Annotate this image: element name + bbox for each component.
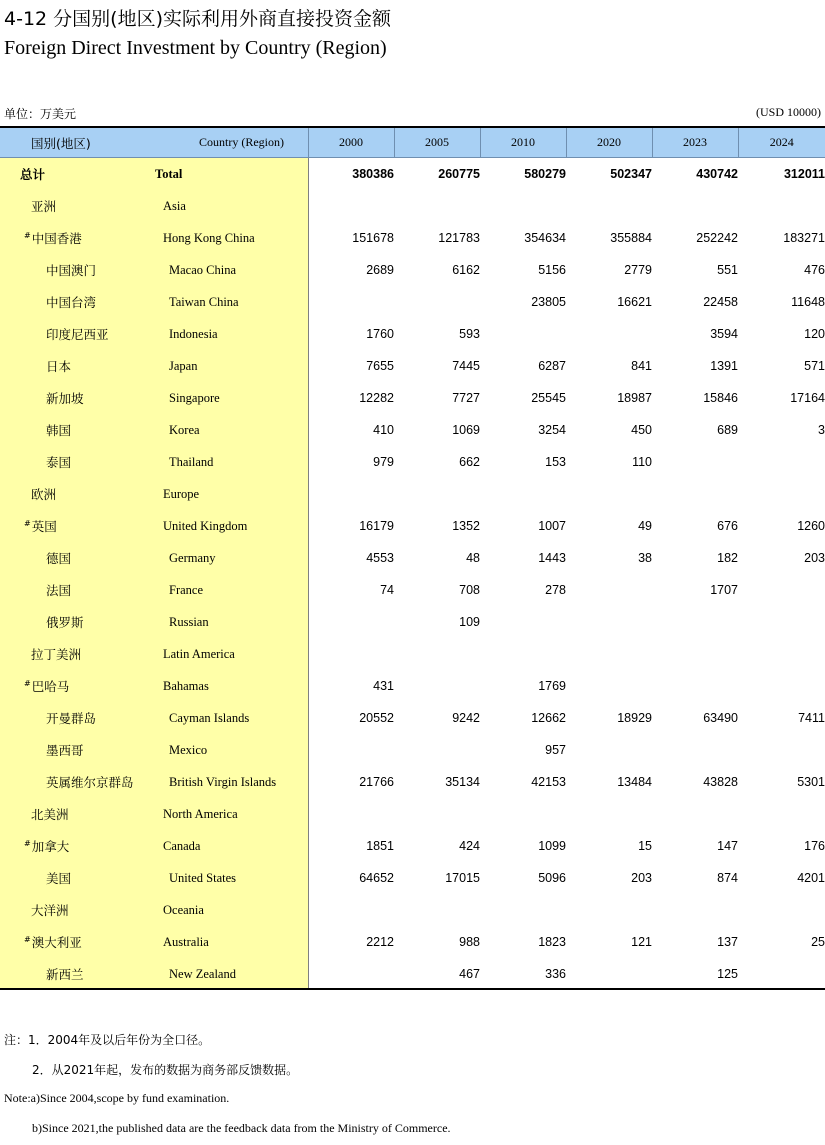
row-label-cn-text: 法国	[46, 583, 72, 598]
value-cell	[394, 190, 480, 222]
row-label-en: Germany	[169, 550, 216, 565]
value-cell	[566, 638, 652, 670]
table-row	[0, 574, 825, 606]
row-label-cn	[0, 286, 155, 318]
row-label-cn	[0, 254, 155, 286]
value-cell: 1823	[538, 935, 566, 949]
row-label-cn	[0, 638, 155, 670]
value-cell: 431	[373, 679, 394, 693]
value-cell: 1007	[538, 519, 566, 533]
value-cell: 18987	[617, 391, 652, 405]
value-cell: 1099	[538, 839, 566, 853]
value-cell	[738, 190, 825, 222]
row-label-cn	[0, 478, 155, 510]
row-label-en: Indonesia	[169, 326, 218, 341]
row-label-cn	[0, 382, 155, 414]
value-cell: 708	[459, 583, 480, 597]
value-cell: 424	[459, 839, 480, 853]
row-label-cn-text: 美国	[46, 871, 72, 886]
row-label-cn-text: 澳大利亚	[31, 935, 82, 950]
value-cell: 20552	[359, 711, 394, 725]
value-cell	[308, 638, 394, 670]
value-cell: 336	[545, 967, 566, 981]
value-cell: 476	[804, 263, 825, 277]
row-label-cn	[0, 574, 155, 606]
value-cell	[308, 478, 394, 510]
header-year: 2005	[394, 128, 480, 158]
row-label-cn	[0, 958, 155, 990]
row-label-en: Australia	[163, 934, 209, 949]
footnote-mark: #	[24, 935, 31, 944]
value-cell: 1069	[452, 423, 480, 437]
value-cell	[652, 606, 738, 638]
value-cell: 450	[631, 423, 652, 437]
value-cell: 43828	[703, 775, 738, 789]
value-cell: 48	[466, 551, 480, 565]
value-cell: 380386	[352, 167, 394, 181]
table-row	[0, 926, 825, 958]
value-cell	[652, 798, 738, 830]
value-cell	[566, 478, 652, 510]
value-cell	[480, 190, 566, 222]
value-cell: 7727	[452, 391, 480, 405]
value-cell: 2779	[624, 263, 652, 277]
value-cell: 12282	[359, 391, 394, 405]
value-cell: 125	[717, 967, 738, 981]
row-label-en: Korea	[169, 422, 200, 437]
value-cell: 3594	[710, 327, 738, 341]
value-cell: 571	[804, 359, 825, 373]
row-label-en: Oceania	[163, 902, 204, 917]
row-label-cn	[0, 318, 155, 350]
value-cell	[738, 606, 825, 638]
value-cell	[480, 318, 566, 350]
value-cell: 957	[545, 743, 566, 757]
value-cell	[738, 894, 825, 926]
row-label-en: Canada	[163, 838, 201, 853]
value-cell	[394, 670, 480, 702]
value-cell: 137	[717, 935, 738, 949]
value-cell	[566, 574, 652, 606]
value-cell: 11648	[791, 295, 825, 309]
value-cell: 16179	[359, 519, 394, 533]
value-cell: 676	[717, 519, 738, 533]
value-cell: 23805	[531, 295, 566, 309]
row-label-cn-text: 总计	[20, 167, 46, 182]
value-cell: 38	[638, 551, 652, 565]
row-label-cn	[0, 830, 155, 862]
value-cell: 183271	[783, 231, 825, 245]
page-subtitle: Foreign Direct Investment by Country (Region)	[4, 37, 387, 59]
value-cell	[308, 894, 394, 926]
row-label-en: British Virgin Islands	[169, 774, 277, 789]
row-label-cn	[0, 894, 155, 926]
row-label-cn-text: 中国台湾	[46, 295, 97, 310]
row-label-cn	[0, 190, 155, 222]
row-label-en: Latin America	[163, 646, 235, 661]
row-label-cn-text: 加拿大	[31, 839, 70, 854]
value-cell	[566, 670, 652, 702]
value-cell: 4201	[797, 871, 825, 885]
table-row	[0, 190, 825, 222]
value-cell: 42153	[531, 775, 566, 789]
value-cell: 12662	[531, 711, 566, 725]
value-cell: 6162	[452, 263, 480, 277]
value-cell: 580279	[524, 167, 566, 181]
value-cell: 1760	[366, 327, 394, 341]
value-cell: 203	[804, 551, 825, 565]
value-cell	[308, 958, 394, 990]
value-cell	[652, 734, 738, 766]
value-cell: 5301	[797, 775, 825, 789]
header-year: 2024	[738, 128, 825, 158]
row-label-cn	[0, 222, 155, 254]
row-label-cn	[0, 446, 155, 478]
value-cell: 74	[380, 583, 394, 597]
value-cell: 1391	[710, 359, 738, 373]
footnote-mark: #	[24, 679, 31, 688]
row-label-cn-text: 泰国	[46, 455, 72, 470]
value-cell: 7655	[366, 359, 394, 373]
value-cell	[652, 190, 738, 222]
value-cell: 7411	[798, 711, 825, 725]
row-label-cn-text: 英国	[31, 519, 57, 534]
value-cell: 35134	[445, 775, 480, 789]
row-label-en: Russian	[169, 614, 209, 629]
value-cell: 551	[717, 263, 738, 277]
value-cell: 2689	[366, 263, 394, 277]
value-cell	[394, 894, 480, 926]
value-cell	[566, 798, 652, 830]
note-en-2: b)Since 2021,the published data are the feedback data from the Ministry of Commerce.	[32, 1121, 451, 1135]
value-cell	[566, 318, 652, 350]
row-label-cn	[0, 862, 155, 894]
value-cell: 147	[717, 839, 738, 853]
value-cell: 17015	[445, 871, 480, 885]
row-label-en: Mexico	[169, 742, 208, 757]
table-header-row	[0, 128, 825, 158]
value-cell: 64652	[359, 871, 394, 885]
row-label-en: United Kingdom	[163, 518, 248, 533]
value-cell: 176	[804, 839, 825, 853]
row-label-cn-text: 大洋洲	[31, 903, 69, 918]
note-en-1: Note:a)Since 2004,scope by fund examination.	[4, 1091, 230, 1105]
value-cell	[394, 286, 480, 318]
row-label-cn	[0, 798, 155, 830]
value-cell	[394, 478, 480, 510]
row-label-cn	[0, 510, 155, 542]
value-cell	[480, 478, 566, 510]
note-cn-2: 2．从2021年起，发布的数据为商务部反馈数据。	[32, 1063, 299, 1077]
value-cell	[308, 798, 394, 830]
value-cell	[394, 734, 480, 766]
value-cell: 25	[811, 935, 825, 949]
row-label-cn-text: 俄罗斯	[46, 615, 84, 630]
table-row	[0, 158, 825, 191]
table-body	[0, 158, 825, 991]
value-cell	[566, 958, 652, 990]
row-label-cn-text: 韩国	[46, 423, 72, 438]
value-cell: 979	[373, 455, 394, 469]
value-cell	[652, 478, 738, 510]
value-cell	[652, 638, 738, 670]
row-label-en: Bahamas	[163, 678, 209, 693]
value-cell: 4553	[366, 551, 394, 565]
value-cell	[738, 574, 825, 606]
value-cell	[566, 190, 652, 222]
table-row	[0, 830, 825, 862]
value-cell: 153	[545, 455, 566, 469]
table-row	[0, 222, 825, 254]
row-label-en: Asia	[163, 198, 186, 213]
value-cell: 252242	[696, 231, 738, 245]
fdi-table	[0, 128, 825, 990]
value-cell: 1851	[366, 839, 394, 853]
row-label-en: New Zealand	[169, 966, 236, 981]
value-cell	[652, 670, 738, 702]
value-cell: 312011	[783, 167, 825, 181]
value-cell	[652, 446, 738, 478]
row-label-en: Taiwan China	[169, 294, 239, 309]
row-label-cn-text: 德国	[46, 551, 72, 566]
value-cell: 2212	[366, 935, 394, 949]
row-label-en: North America	[163, 806, 238, 821]
value-cell	[566, 734, 652, 766]
table-row	[0, 862, 825, 894]
row-label-cn	[0, 926, 155, 958]
value-cell: 988	[459, 935, 480, 949]
value-cell: 260775	[438, 167, 480, 181]
value-cell: 354634	[524, 231, 566, 245]
value-cell: 278	[545, 583, 566, 597]
value-cell	[738, 638, 825, 670]
table-row	[0, 670, 825, 702]
unit-label-cn: 单位：万美元	[4, 107, 77, 121]
table-row	[0, 478, 825, 510]
row-label-cn	[0, 606, 155, 638]
value-cell: 121783	[438, 231, 480, 245]
value-cell: 1443	[538, 551, 566, 565]
table-row	[0, 446, 825, 478]
value-cell	[738, 958, 825, 990]
value-cell	[566, 606, 652, 638]
row-label-cn-text: 欧洲	[31, 487, 57, 502]
table-row	[0, 510, 825, 542]
row-label-cn	[0, 350, 155, 382]
table-row	[0, 382, 825, 414]
value-cell: 689	[717, 423, 738, 437]
value-cell: 182	[717, 551, 738, 565]
table-row	[0, 702, 825, 734]
value-cell: 1260	[797, 519, 825, 533]
value-cell: 662	[459, 455, 480, 469]
table-row	[0, 638, 825, 670]
value-cell	[308, 286, 394, 318]
value-cell: 3254	[538, 423, 566, 437]
value-cell: 467	[459, 967, 480, 981]
header-country-cn: 国别(地区)	[0, 128, 155, 158]
table-row	[0, 350, 825, 382]
value-cell	[308, 734, 394, 766]
value-cell	[738, 734, 825, 766]
value-cell	[738, 670, 825, 702]
row-label-cn-text: 印度尼西亚	[46, 327, 109, 342]
value-cell: 151678	[352, 231, 394, 245]
row-label-cn-text: 中国香港	[31, 231, 82, 246]
row-label-cn	[0, 414, 155, 446]
value-cell	[480, 894, 566, 926]
value-cell: 120	[804, 327, 825, 341]
value-cell: 109	[459, 615, 480, 629]
table-row	[0, 542, 825, 574]
row-label-cn-text: 亚洲	[31, 199, 57, 214]
table-row	[0, 798, 825, 830]
table-row	[0, 894, 825, 926]
row-label-en: Thailand	[169, 454, 214, 469]
value-cell	[738, 798, 825, 830]
header-year: 2023	[652, 128, 738, 158]
table-bottom-rule	[0, 988, 825, 990]
row-label-cn-text: 新西兰	[46, 967, 84, 982]
row-label-en: Total	[155, 166, 183, 181]
unit-label-en: (USD 10000)	[756, 105, 821, 119]
row-label-cn-text: 北美洲	[31, 807, 69, 822]
table-row	[0, 286, 825, 318]
row-label-en: France	[169, 582, 204, 597]
value-cell: 121	[631, 935, 652, 949]
value-cell: 1707	[710, 583, 738, 597]
footnote-mark: #	[24, 231, 31, 240]
value-cell: 355884	[610, 231, 652, 245]
value-cell: 25545	[531, 391, 566, 405]
value-cell: 593	[459, 327, 480, 341]
value-cell: 841	[631, 359, 652, 373]
footnote-mark: #	[24, 839, 31, 848]
row-label-en: Europe	[163, 486, 200, 501]
row-label-en: Macao China	[169, 262, 236, 277]
value-cell: 410	[373, 423, 394, 437]
row-label-en: Hong Kong China	[163, 230, 255, 245]
header-country-en: Country (Region)	[155, 128, 308, 158]
value-cell: 17164	[790, 391, 825, 405]
row-label-cn-text: 巴哈马	[31, 679, 70, 694]
value-cell: 203	[631, 871, 652, 885]
value-cell: 16621	[617, 295, 652, 309]
value-cell	[652, 894, 738, 926]
value-cell: 22458	[703, 295, 738, 309]
page-title: 4-12 分国别(地区)实际利用外商直接投资金额	[4, 8, 391, 30]
value-cell	[738, 478, 825, 510]
header-year: 2000	[308, 128, 394, 158]
table-row	[0, 734, 825, 766]
row-label-cn-text: 开曼群岛	[46, 711, 97, 726]
row-label-cn	[0, 158, 155, 191]
row-label-cn	[0, 702, 155, 734]
row-label-cn-text: 新加坡	[46, 391, 84, 406]
value-cell: 430742	[696, 167, 738, 181]
table-row	[0, 254, 825, 286]
note-cn-1: 注：1．2004年及以后年份为全口径。	[4, 1033, 211, 1047]
row-label-en: Singapore	[169, 390, 220, 405]
value-cell: 874	[717, 871, 738, 885]
row-label-cn-text: 英属维尔京群岛	[46, 775, 134, 790]
value-cell: 18929	[617, 711, 652, 725]
value-cell: 7445	[452, 359, 480, 373]
table-row	[0, 414, 825, 446]
value-cell: 502347	[610, 167, 652, 181]
value-cell: 3	[818, 423, 825, 437]
value-cell: 9242	[452, 711, 480, 725]
value-cell: 21766	[359, 775, 394, 789]
value-cell: 13484	[617, 775, 652, 789]
value-cell: 63490	[703, 711, 738, 725]
value-cell: 15846	[703, 391, 738, 405]
footnote-mark: #	[24, 519, 31, 528]
value-cell: 15	[638, 839, 652, 853]
value-cell	[480, 798, 566, 830]
value-cell	[308, 606, 394, 638]
value-cell	[480, 638, 566, 670]
row-label-en: Japan	[169, 358, 198, 373]
row-label-cn-text: 墨西哥	[46, 743, 84, 758]
header-year: 2010	[480, 128, 566, 158]
row-label-cn-text: 日本	[46, 359, 72, 374]
table-row	[0, 766, 825, 798]
value-cell	[394, 798, 480, 830]
row-label-cn-text: 中国澳门	[46, 263, 97, 278]
row-label-cn	[0, 766, 155, 798]
row-label-cn	[0, 542, 155, 574]
row-label-cn	[0, 670, 155, 702]
table-row	[0, 318, 825, 350]
value-cell: 6287	[538, 359, 566, 373]
value-cell: 110	[632, 455, 652, 469]
row-label-en: United States	[169, 870, 237, 885]
value-cell	[738, 446, 825, 478]
value-cell: 1352	[452, 519, 480, 533]
value-cell: 1769	[538, 679, 566, 693]
value-cell: 49	[638, 519, 652, 533]
value-cell	[308, 190, 394, 222]
table-row	[0, 958, 825, 990]
row-label-en: Cayman Islands	[169, 710, 250, 725]
row-label-cn	[0, 734, 155, 766]
value-cell: 5156	[538, 263, 566, 277]
value-cell: 5096	[538, 871, 566, 885]
value-cell	[480, 606, 566, 638]
value-cell	[566, 894, 652, 926]
table-row	[0, 606, 825, 638]
header-year: 2020	[566, 128, 652, 158]
row-label-cn-text: 拉丁美洲	[31, 647, 82, 662]
value-cell	[394, 638, 480, 670]
